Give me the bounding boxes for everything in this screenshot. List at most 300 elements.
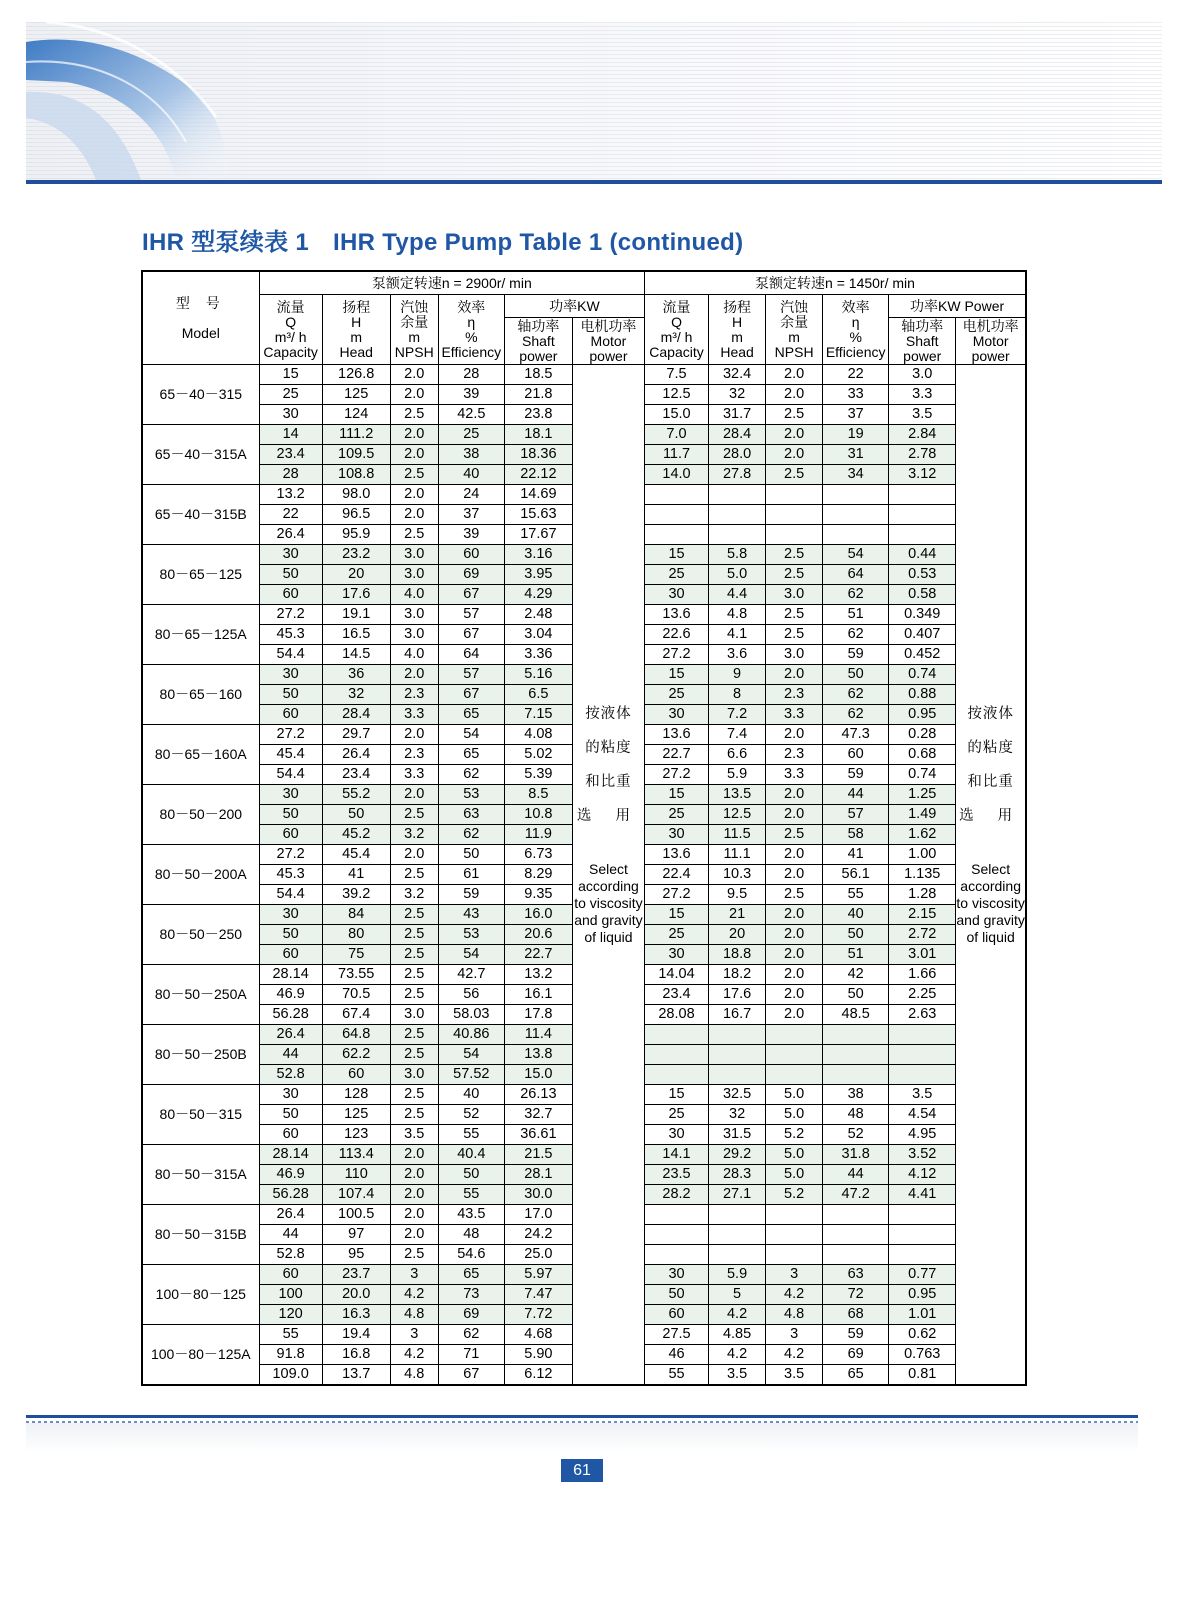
value-cell [766, 1245, 823, 1265]
value-cell: 6.73 [504, 845, 572, 865]
value-cell: 65 [438, 1265, 504, 1285]
value-cell: 22.7 [504, 945, 572, 965]
value-cell: 51 [823, 945, 889, 965]
model-cell: 100－80－125 [142, 1265, 259, 1325]
motor-note-zh-2900: 选 用 [576, 808, 640, 824]
value-cell: 4.29 [504, 585, 572, 605]
value-cell: 32 [709, 385, 766, 405]
value-cell: 55.2 [322, 785, 390, 805]
value-cell: 16.0 [504, 905, 572, 925]
value-cell: 14.5 [322, 645, 390, 665]
value-cell: 22.6 [644, 625, 708, 645]
value-cell: 2.0 [390, 785, 438, 805]
value-cell: 2.0 [766, 905, 823, 925]
value-cell: 50 [823, 665, 889, 685]
value-cell: 7.47 [504, 1285, 572, 1305]
value-cell: 2.0 [766, 985, 823, 1005]
value-cell: 30 [259, 905, 322, 925]
value-cell: 30 [259, 785, 322, 805]
value-cell: 5.02 [504, 745, 572, 765]
value-cell: 25 [644, 1105, 708, 1125]
value-cell: 36 [322, 665, 390, 685]
value-cell: 113.4 [322, 1145, 390, 1165]
value-cell: 30 [259, 1085, 322, 1105]
value-cell [644, 1245, 708, 1265]
value-cell: 2.0 [766, 365, 823, 385]
value-cell: 107.4 [322, 1185, 390, 1205]
value-cell: 13.7 [322, 1365, 390, 1386]
value-cell: 2.5 [390, 1245, 438, 1265]
footer-rule [26, 1415, 1138, 1418]
value-cell: 28.4 [322, 705, 390, 725]
value-cell: 32.4 [709, 365, 766, 385]
value-cell [823, 1065, 889, 1085]
value-cell [766, 1045, 823, 1065]
value-cell: 60 [259, 705, 322, 725]
value-cell: 2.5 [766, 465, 823, 485]
value-cell: 4.2 [709, 1345, 766, 1365]
value-cell: 41 [823, 845, 889, 865]
value-cell: 3.52 [889, 1145, 956, 1165]
value-cell: 2.5 [390, 1105, 438, 1125]
value-cell: 37 [438, 505, 504, 525]
value-cell: 57 [438, 665, 504, 685]
value-cell: 69 [438, 1305, 504, 1325]
value-cell: 54 [438, 725, 504, 745]
value-cell: 13.8 [504, 1045, 572, 1065]
value-cell: 14.04 [644, 965, 708, 985]
value-cell: 54 [823, 545, 889, 565]
value-cell: 17.6 [709, 985, 766, 1005]
value-cell: 3 [390, 1265, 438, 1285]
value-cell: 50 [259, 565, 322, 585]
value-cell: 45.4 [259, 745, 322, 765]
value-cell: 22 [823, 365, 889, 385]
value-cell: 15.0 [504, 1065, 572, 1085]
power-header-1450: 功率KW Power [889, 295, 1026, 318]
value-cell: 3.36 [504, 645, 572, 665]
page-title-zh: IHR 型泵续表 1 [142, 229, 310, 256]
value-cell: 3.0 [390, 545, 438, 565]
value-cell [709, 1225, 766, 1245]
value-cell: 11.1 [709, 845, 766, 865]
motor-note-zh-1450: 和比重 [967, 774, 1014, 790]
value-cell: 63 [823, 1265, 889, 1285]
value-cell: 0.74 [889, 765, 956, 785]
value-cell: 5.0 [766, 1165, 823, 1185]
value-cell: 65 [438, 745, 504, 765]
value-cell: 45.2 [322, 825, 390, 845]
value-cell: 2.5 [390, 905, 438, 925]
value-cell: 62 [438, 1325, 504, 1345]
value-cell: 44 [259, 1225, 322, 1245]
value-cell: 2.3 [390, 745, 438, 765]
value-cell: 16.1 [504, 985, 572, 1005]
value-cell: 50 [438, 845, 504, 865]
value-cell: 34 [823, 465, 889, 485]
value-cell: 3.95 [504, 565, 572, 585]
value-cell: 30 [644, 945, 708, 965]
value-cell: 2.0 [390, 365, 438, 385]
value-cell: 42.5 [438, 405, 504, 425]
motor-power-header: 电机功率 Motor power [572, 318, 644, 365]
value-cell: 0.74 [889, 665, 956, 685]
value-cell: 108.8 [322, 465, 390, 485]
head-header: 扬程 H m Head [322, 295, 390, 365]
motor-note-zh-1450: 按液体 [967, 706, 1014, 722]
value-cell: 0.28 [889, 725, 956, 745]
value-cell: 40 [823, 905, 889, 925]
value-cell: 28.3 [709, 1165, 766, 1185]
value-cell: 2.5 [766, 405, 823, 425]
value-cell: 59 [438, 885, 504, 905]
value-cell [766, 485, 823, 505]
value-cell: 4.41 [889, 1185, 956, 1205]
value-cell: 4.2 [709, 1305, 766, 1325]
value-cell [709, 1205, 766, 1225]
value-cell: 22.7 [644, 745, 708, 765]
value-cell: 52.8 [259, 1065, 322, 1085]
value-cell: 2.0 [390, 1165, 438, 1185]
value-cell: 54.4 [259, 645, 322, 665]
value-cell: 0.81 [889, 1365, 956, 1386]
value-cell: 20 [322, 565, 390, 585]
value-cell: 20.0 [322, 1285, 390, 1305]
page-title-en: IHR Type Pump Table 1 (continued) [333, 229, 744, 256]
npsh-header: 汽蚀 余量 m NPSH [390, 295, 438, 365]
value-cell: 2.5 [390, 1085, 438, 1105]
value-cell [823, 1205, 889, 1225]
value-cell [823, 1245, 889, 1265]
value-cell: 28.14 [259, 1145, 322, 1165]
model-cell: 80－65－160 [142, 665, 259, 725]
value-cell: 2.15 [889, 905, 956, 925]
motor-note-zh-1450: 选 用 [959, 808, 1023, 824]
value-cell: 5.2 [766, 1185, 823, 1205]
value-cell: 2.0 [766, 845, 823, 865]
value-cell: 54.4 [259, 885, 322, 905]
value-cell: 67 [438, 625, 504, 645]
page-title [142, 222, 743, 257]
value-cell: 2.72 [889, 925, 956, 945]
value-cell: 1.28 [889, 885, 956, 905]
value-cell: 3.0 [889, 365, 956, 385]
value-cell: 54 [438, 945, 504, 965]
value-cell: 56 [438, 985, 504, 1005]
model-header-zh: 型 号 [175, 295, 226, 311]
value-cell: 43 [438, 905, 504, 925]
value-cell [889, 485, 956, 505]
value-cell: 4.54 [889, 1105, 956, 1125]
value-cell: 46.9 [259, 985, 322, 1005]
value-cell: 2.5 [390, 805, 438, 825]
value-cell: 7.0 [644, 425, 708, 445]
value-cell: 56.28 [259, 1005, 322, 1025]
value-cell: 50 [259, 805, 322, 825]
value-cell: 62 [438, 825, 504, 845]
value-cell: 1.66 [889, 965, 956, 985]
value-cell: 97 [322, 1225, 390, 1245]
value-cell: 54 [438, 1045, 504, 1065]
value-cell: 14.0 [644, 465, 708, 485]
value-cell: 60 [823, 745, 889, 765]
value-cell: 2.5 [766, 625, 823, 645]
value-cell: 3.0 [390, 1065, 438, 1085]
value-cell: 30.0 [504, 1185, 572, 1205]
value-cell: 25 [438, 425, 504, 445]
value-cell: 5.2 [766, 1125, 823, 1145]
model-cell: 65－40－315 [142, 365, 259, 425]
model-header-en: Model [181, 325, 220, 341]
value-cell [889, 505, 956, 525]
value-cell [709, 1025, 766, 1045]
value-cell: 2.0 [390, 1205, 438, 1225]
value-cell: 3 [766, 1265, 823, 1285]
value-cell: 62 [823, 585, 889, 605]
value-cell: 2.5 [390, 985, 438, 1005]
value-cell: 42 [823, 965, 889, 985]
value-cell: 4.1 [709, 625, 766, 645]
value-cell: 4.8 [709, 605, 766, 625]
value-cell [644, 1065, 708, 1085]
value-cell [709, 485, 766, 505]
value-cell [644, 1025, 708, 1045]
value-cell: 28.4 [709, 425, 766, 445]
value-cell: 27.2 [644, 645, 708, 665]
value-cell: 52 [438, 1105, 504, 1125]
value-cell [889, 1245, 956, 1265]
value-cell: 45.4 [322, 845, 390, 865]
value-cell: 5.9 [709, 765, 766, 785]
value-cell: 9 [709, 665, 766, 685]
value-cell: 1.00 [889, 845, 956, 865]
value-cell: 13.2 [504, 965, 572, 985]
value-cell: 4.0 [390, 585, 438, 605]
value-cell: 18.8 [709, 945, 766, 965]
value-cell: 48 [438, 1225, 504, 1245]
shaft-power-header-1450: 轴功率 Shaft power [889, 318, 956, 365]
value-cell: 2.0 [766, 425, 823, 445]
value-cell [644, 485, 708, 505]
value-cell: 5 [709, 1285, 766, 1305]
value-cell: 46 [644, 1345, 708, 1365]
value-cell [766, 525, 823, 545]
value-cell: 15 [644, 785, 708, 805]
value-cell: 10.8 [504, 805, 572, 825]
value-cell: 3.0 [390, 1005, 438, 1025]
value-cell: 125 [322, 1105, 390, 1125]
value-cell: 18.2 [709, 965, 766, 985]
value-cell: 2.0 [766, 925, 823, 945]
value-cell: 2.5 [390, 925, 438, 945]
value-cell: 42.7 [438, 965, 504, 985]
value-cell: 2.0 [390, 725, 438, 745]
value-cell: 30 [644, 1125, 708, 1145]
value-cell: 2.25 [889, 985, 956, 1005]
value-cell: 0.88 [889, 685, 956, 705]
value-cell: 55 [259, 1325, 322, 1345]
value-cell: 15 [644, 905, 708, 925]
value-cell: 23.4 [644, 985, 708, 1005]
value-cell: 2.0 [390, 665, 438, 685]
value-cell: 48 [823, 1105, 889, 1125]
value-cell [889, 1065, 956, 1085]
value-cell: 3.0 [390, 565, 438, 585]
value-cell: 73 [438, 1285, 504, 1305]
value-cell: 25.0 [504, 1245, 572, 1265]
value-cell: 55 [823, 885, 889, 905]
value-cell: 16.8 [322, 1345, 390, 1365]
value-cell: 43.5 [438, 1205, 504, 1225]
value-cell: 20.6 [504, 925, 572, 945]
value-cell: 16.7 [709, 1005, 766, 1025]
value-cell: 67 [438, 685, 504, 705]
value-cell: 58.03 [438, 1005, 504, 1025]
value-cell: 2.0 [766, 385, 823, 405]
value-cell: 2.0 [766, 785, 823, 805]
value-cell: 75 [322, 945, 390, 965]
model-cell: 65－40－315A [142, 425, 259, 485]
value-cell [889, 1225, 956, 1245]
value-cell: 27.1 [709, 1185, 766, 1205]
value-cell: 2.0 [390, 425, 438, 445]
value-cell [823, 1025, 889, 1045]
value-cell: 0.77 [889, 1265, 956, 1285]
value-cell: 59 [823, 1325, 889, 1345]
value-cell: 45.3 [259, 625, 322, 645]
value-cell: 3.5 [889, 1085, 956, 1105]
value-cell: 23.8 [504, 405, 572, 425]
value-cell [889, 1045, 956, 1065]
value-cell [889, 1205, 956, 1225]
value-cell: 124 [322, 405, 390, 425]
npsh-header-1450: 汽蚀 余量 m NPSH [766, 295, 823, 365]
value-cell: 26.4 [259, 525, 322, 545]
value-cell: 63 [438, 805, 504, 825]
value-cell: 69 [438, 565, 504, 585]
value-cell: 125 [322, 385, 390, 405]
value-cell: 1.62 [889, 825, 956, 845]
value-cell: 62 [823, 685, 889, 705]
value-cell: 40.4 [438, 1145, 504, 1165]
speed-2900-header: 泵额定转速n = 2900r/ min [259, 271, 644, 295]
value-cell: 61 [438, 865, 504, 885]
value-cell: 60 [259, 825, 322, 845]
value-cell [709, 1045, 766, 1065]
value-cell: 109.5 [322, 445, 390, 465]
value-cell: 46.9 [259, 1165, 322, 1185]
value-cell [889, 1025, 956, 1045]
value-cell: 0.44 [889, 545, 956, 565]
value-cell: 2.0 [766, 865, 823, 885]
value-cell: 3.12 [889, 465, 956, 485]
value-cell: 27.5 [644, 1325, 708, 1345]
value-cell: 4.8 [390, 1305, 438, 1325]
value-cell: 2.5 [390, 1025, 438, 1045]
value-cell: 73.55 [322, 965, 390, 985]
value-cell: 17.6 [322, 585, 390, 605]
value-cell: 39.2 [322, 885, 390, 905]
value-cell: 65 [438, 705, 504, 725]
value-cell: 98.0 [322, 485, 390, 505]
value-cell: 22 [259, 505, 322, 525]
value-cell: 128 [322, 1085, 390, 1105]
value-cell: 52 [823, 1125, 889, 1145]
value-cell: 12.5 [644, 385, 708, 405]
motor-note-zh-2900: 的粘度 [585, 740, 632, 756]
value-cell: 2.0 [766, 965, 823, 985]
value-cell: 41 [322, 865, 390, 885]
value-cell: 2.78 [889, 445, 956, 465]
value-cell: 33 [823, 385, 889, 405]
value-cell: 44 [823, 1165, 889, 1185]
value-cell: 2.63 [889, 1005, 956, 1025]
value-cell [823, 1045, 889, 1065]
value-cell: 56.28 [259, 1185, 322, 1205]
value-cell: 31 [823, 445, 889, 465]
value-cell: 26.4 [259, 1205, 322, 1225]
value-cell: 4.08 [504, 725, 572, 745]
value-cell: 1.25 [889, 785, 956, 805]
value-cell: 95 [322, 1245, 390, 1265]
value-cell: 84 [322, 905, 390, 925]
value-cell: 23.7 [322, 1265, 390, 1285]
value-cell: 3.3 [766, 705, 823, 725]
value-cell: 32 [709, 1105, 766, 1125]
value-cell: 50 [823, 925, 889, 945]
value-cell: 58 [823, 825, 889, 845]
value-cell: 71 [438, 1345, 504, 1365]
motor-power-note-1450 [956, 365, 1026, 1386]
value-cell: 3.0 [390, 605, 438, 625]
value-cell [823, 1225, 889, 1245]
value-cell: 31.7 [709, 405, 766, 425]
value-cell: 67 [438, 1365, 504, 1386]
value-cell: 39 [438, 385, 504, 405]
value-cell: 62 [438, 765, 504, 785]
value-cell [766, 1225, 823, 1245]
value-cell: 3.5 [766, 1365, 823, 1386]
value-cell: 50 [438, 1165, 504, 1185]
value-cell: 9.5 [709, 885, 766, 905]
value-cell: 2.0 [390, 845, 438, 865]
value-cell: 25 [644, 805, 708, 825]
value-cell: 55 [438, 1185, 504, 1205]
value-cell: 120 [259, 1305, 322, 1325]
value-cell [766, 1205, 823, 1225]
value-cell: 30 [259, 405, 322, 425]
value-cell: 13.6 [644, 605, 708, 625]
value-cell: 2.3 [390, 685, 438, 705]
value-cell: 60 [259, 1125, 322, 1145]
model-cell: 80－50－200 [142, 785, 259, 845]
value-cell [823, 525, 889, 545]
value-cell: 24.2 [504, 1225, 572, 1245]
value-cell: 16.5 [322, 625, 390, 645]
value-cell: 47.2 [823, 1185, 889, 1205]
value-cell: 3.5 [390, 1125, 438, 1145]
value-cell: 2.3 [766, 745, 823, 765]
value-cell: 3.3 [390, 705, 438, 725]
value-cell: 27.8 [709, 465, 766, 485]
value-cell: 1.135 [889, 865, 956, 885]
value-cell: 29.7 [322, 725, 390, 745]
head-header-1450: 扬程 H m Head [709, 295, 766, 365]
value-cell: 111.2 [322, 425, 390, 445]
value-cell: 3 [390, 1325, 438, 1345]
value-cell: 15.63 [504, 505, 572, 525]
value-cell: 25 [644, 685, 708, 705]
